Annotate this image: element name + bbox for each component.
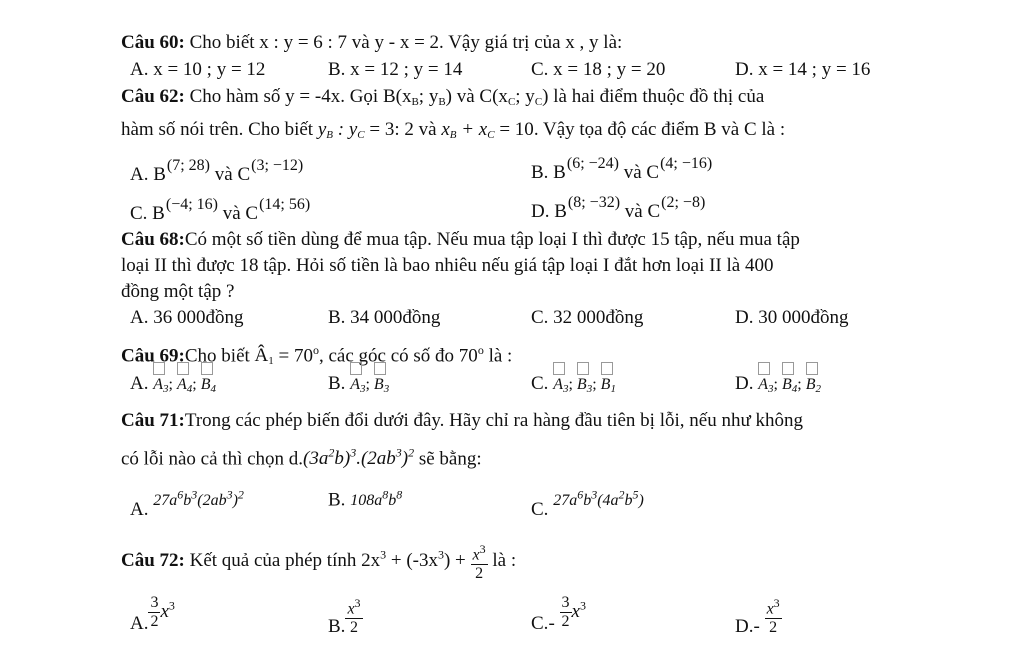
angle-symbol: $B_3$ [577, 374, 592, 400]
q62-sub: B [438, 96, 446, 108]
q62-sub: C [534, 96, 543, 108]
q72-text-b: + (-3x [386, 550, 438, 572]
q68-stem-line2: loại II thì được 18 tập. Hỏi số tiền là bao nhiêu nếu giá tập loại I đắt hơn loại II là 400 [121, 255, 774, 276]
q72-option-d[interactable] [735, 594, 782, 637]
option-label: C. [531, 373, 549, 394]
angle-symbol: $A_3$ [350, 374, 365, 400]
option-label: D. [735, 616, 754, 638]
angle-symbol: $B_3$ [374, 374, 389, 400]
angle-symbol: $B_4$ [782, 374, 797, 400]
q71-line2-b: sẽ bằng: [414, 448, 482, 470]
q68-stem-line1 [121, 229, 800, 251]
q69-option-d[interactable] [735, 373, 821, 400]
hat-placeholder-icon [153, 362, 165, 375]
angle-symbol: $B_2$ [806, 374, 821, 400]
q62-sub: C [507, 96, 516, 108]
q72-fraction: $\frac{x^3}{2}$ [472, 542, 486, 583]
q71-option-a[interactable] [130, 484, 244, 521]
hat-placeholder-icon [553, 362, 565, 375]
q71-title: Câu 71: [121, 410, 185, 431]
q69-c-angles: $A_3$; $B_3$; $B_1$ [553, 373, 616, 394]
q62-line1-a: Cho hàm số y = -4x. Gọi B(x [184, 86, 412, 107]
q71-c-expression: $27a^6b^3(4a^2b^5)$ [553, 488, 644, 510]
angle-symbol: $B_1$ [601, 374, 616, 400]
q72-text-c: ) + [443, 550, 471, 572]
q62-line2-a: hàm số nói trên. Cho biết [121, 119, 318, 140]
q68-option-d[interactable]: D. 30 000đồng [735, 307, 849, 328]
q72-text-d: là : [487, 550, 517, 572]
exponent: 3 [168, 598, 175, 613]
angle-symbol: $A_3$ [758, 374, 773, 400]
q72-option-c[interactable] [531, 594, 586, 634]
q71-option-b[interactable] [328, 484, 402, 512]
angle-symbol: $B_4$ [201, 374, 216, 400]
q72-option-a[interactable] [130, 594, 175, 634]
q62-option-d[interactable]: D. $B^{(8; -32)}$ và $C^{(2; -8)}$ [531, 194, 706, 222]
q69-option-a[interactable] [130, 373, 216, 400]
option-label: A. [130, 373, 149, 394]
option-label: D. [735, 373, 754, 394]
q62-condition-ratio: $y_B$ : $y_C = 3$: 2 [317, 119, 414, 141]
q69-text-d: là : [483, 345, 513, 367]
q71-a-expression: $27a^6b^3(2ab^3)^2$ [153, 488, 244, 510]
q60-option-c[interactable]: C. x = 18 ; y = 20 [531, 59, 666, 80]
q71-line2-a: có lỗi nào cả thì chọn d. [121, 448, 304, 470]
angle-symbol: $A_3$ [153, 374, 168, 400]
q69-angle-given: $Â_1$ [254, 345, 274, 368]
hat-placeholder-icon [374, 362, 386, 375]
q69-text-a: Cho biết [184, 345, 255, 367]
hat-placeholder-icon [177, 362, 189, 375]
q60-option-d[interactable]: D. x = 14 ; y = 16 [735, 59, 871, 80]
q68-stem-line3: đồng một tập ? [121, 281, 235, 302]
q72-title: Câu 72: [121, 550, 185, 572]
q60-option-b[interactable]: B. x = 12 ; y = 14 [328, 59, 463, 80]
q71-stem-line1 [121, 410, 803, 432]
sign: - [753, 616, 765, 638]
q62-line1-e: ) là hai điểm thuộc đồ thị của [542, 86, 765, 107]
option-label: B. [328, 616, 346, 638]
option-label: A. [130, 499, 149, 521]
option-label: B. [328, 489, 346, 511]
q68-line1: Có một số tiền dùng để mua tập. Nếu mua tập loại I thì được 15 tập, nếu mua tập [184, 229, 800, 250]
option-label: C. [531, 499, 549, 521]
q62-line1-d: ; y [515, 86, 535, 107]
q62-line1-b: ; y [418, 86, 439, 107]
q71-stem-line2 [121, 442, 482, 470]
q71-expression: $(3a^2b)^3.(2ab^3)^2$ [303, 446, 415, 470]
fraction: $\frac{3}{2}$ [150, 594, 159, 630]
hat-placeholder-icon [806, 362, 818, 375]
q60-stem [121, 32, 622, 54]
sign: - [548, 612, 560, 634]
option-label: C. [531, 612, 549, 634]
fraction: $\frac{3}{2}$ [561, 594, 570, 630]
fraction: $\frac{x^3}{2}$ [347, 596, 361, 637]
q69-a-angles: $A_3$; $A_4$; $B_4$ [153, 373, 216, 394]
exponent: 3 [579, 598, 586, 613]
q60-option-a[interactable]: A. x = 10 ; y = 12 [130, 59, 266, 80]
q68-option-c[interactable]: C. 32 000đồng [531, 307, 644, 328]
option-label: B. [328, 373, 346, 394]
q62-stem-line2 [121, 119, 785, 146]
q71-option-c[interactable] [531, 484, 644, 521]
hat-placeholder-icon [201, 362, 213, 375]
q62-stem-line1 [121, 86, 764, 113]
q72-text-a: Kết quả của phép tính 2x [184, 550, 381, 572]
q60-text: Cho biết x : y = 6 : 7 và y - x = 2. Vậy giá trị của x , y là: [184, 32, 623, 53]
q62-condition-sum: $x_B + x_C = 10$ [441, 119, 534, 141]
exponent: 3 [437, 547, 444, 562]
q71-line1: Trong các phép biến đổi dưới đây. Hãy chỉ ra hàng đầu tiên bị lỗi, nếu như không [184, 410, 803, 431]
q72-stem [121, 540, 516, 583]
q69-text-b: = 70 [273, 345, 313, 367]
q62-option-b[interactable]: B. $B^{(6; -24)}$ và $C^{(4; -16)}$ [531, 155, 713, 183]
q69-b-angles: $A_3$; $B_3$ [350, 373, 389, 394]
q62-title: Câu 62: [121, 86, 185, 107]
q72-option-b[interactable] [328, 594, 363, 637]
q69-title: Câu 69: [121, 345, 185, 367]
hat-placeholder-icon [601, 362, 613, 375]
hat-placeholder-icon [758, 362, 770, 375]
angle-symbol: $A_4$ [177, 374, 192, 400]
q62-option-c[interactable]: C. $B^{(-4; 16)}$ và $C^{(14; 56)}$ [130, 196, 311, 224]
hat-placeholder-icon [577, 362, 589, 375]
q68-option-a[interactable]: A. 36 000đồng [130, 307, 244, 328]
q69-option-b[interactable] [328, 373, 389, 400]
variable: x [571, 600, 580, 622]
q62-option-a[interactable]: A. $B^{(7; 28)}$ và $C^{(3; -12)}$ [130, 157, 304, 185]
q62-sub: B [411, 96, 419, 108]
variable: x [160, 600, 169, 622]
fraction: $\frac{x^3}{2}$ [766, 596, 780, 637]
option-label: A. [130, 612, 149, 634]
q69-option-c[interactable] [531, 373, 616, 400]
hat-placeholder-icon [782, 362, 794, 375]
q62-line2-b: và [413, 119, 442, 140]
q71-b-expression: $108a^8b^8$ [350, 488, 403, 510]
angle-symbol: $A_3$ [553, 374, 568, 400]
q62-line1-c: ) và C(x [445, 86, 508, 107]
q62-line2-c: . Vậy tọa độ các điểm B và C là : [533, 119, 786, 140]
exponent: 3 [380, 547, 387, 562]
degree-sign: o [313, 343, 319, 357]
q68-option-b[interactable]: B. 34 000đồng [328, 307, 441, 328]
q68-title: Câu 68: [121, 229, 185, 250]
hat-placeholder-icon [350, 362, 362, 375]
q69-text-c: , các góc có số đo 70 [319, 345, 478, 367]
q69-d-angles: $A_3$; $B_4$; $B_2$ [758, 373, 821, 394]
degree-sign: o [477, 343, 484, 357]
q60-title: Câu 60: [121, 32, 185, 53]
